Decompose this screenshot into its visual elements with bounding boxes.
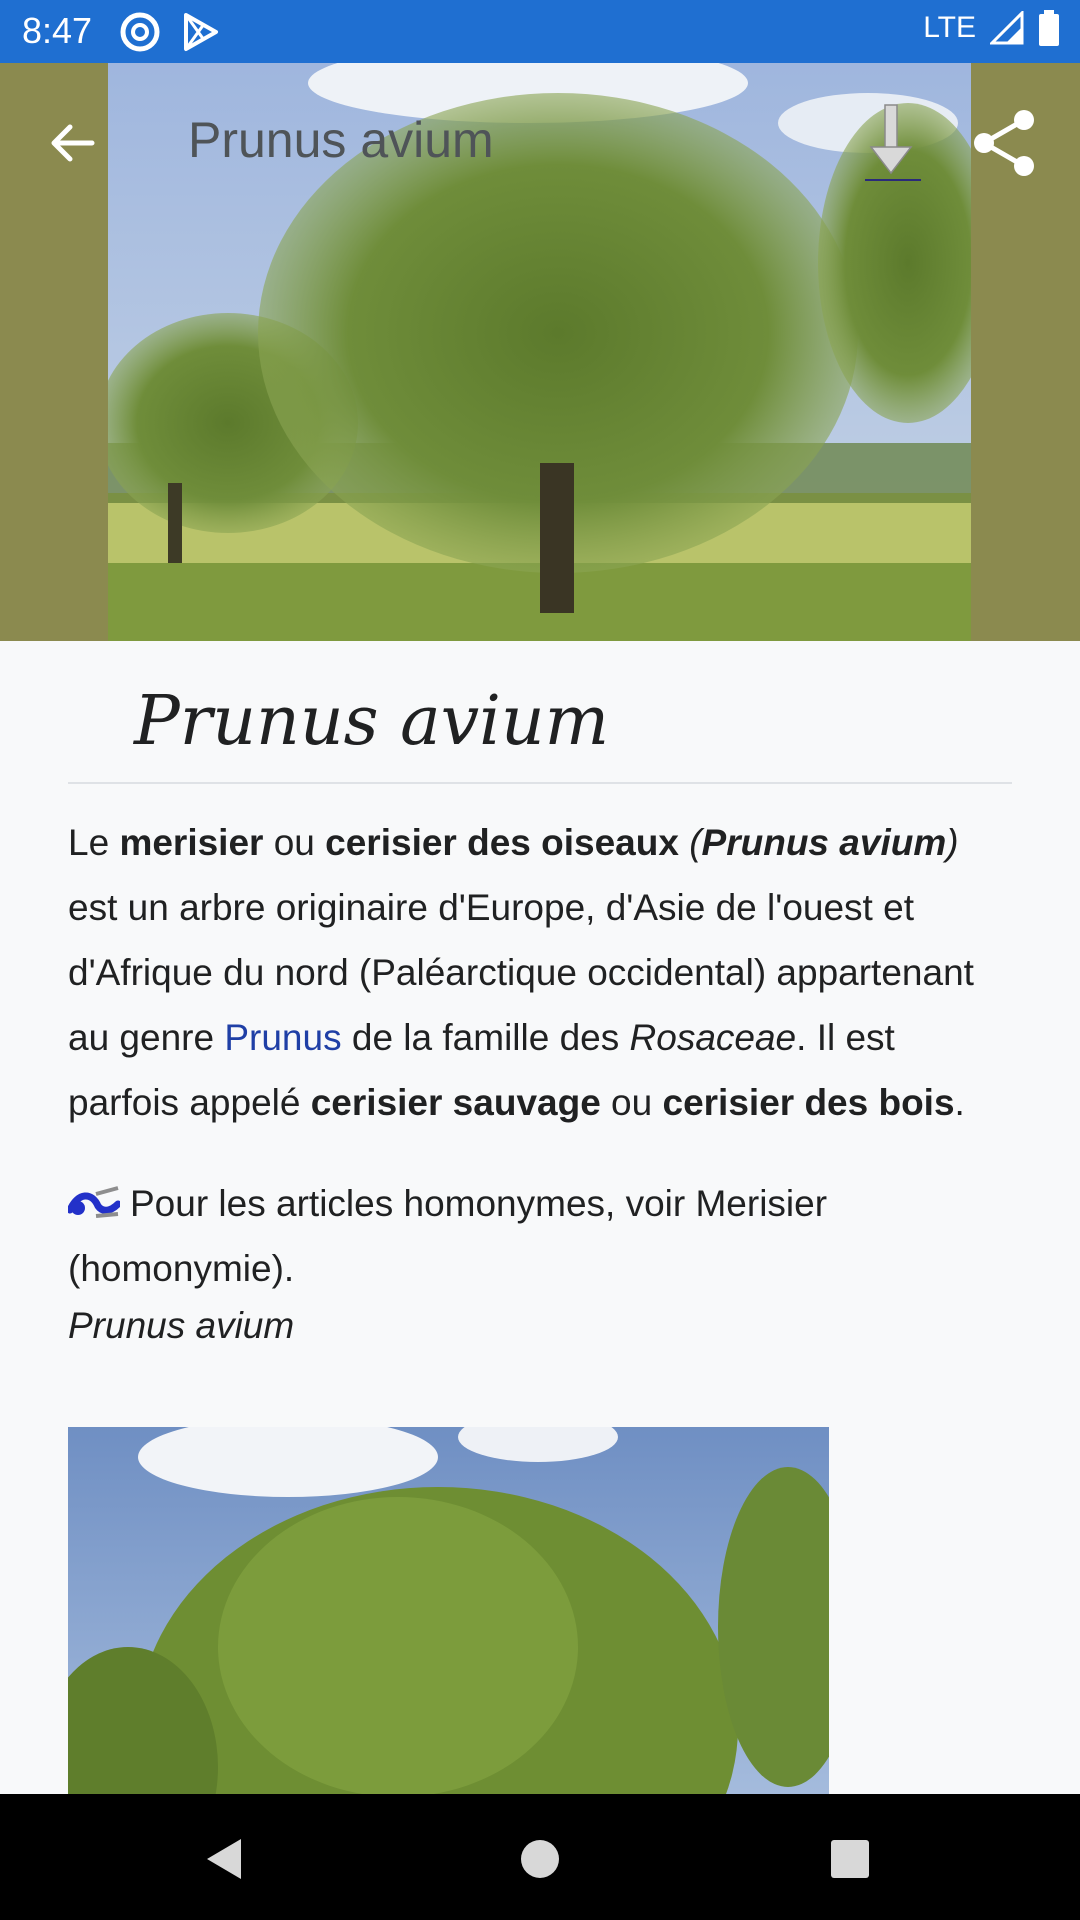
intro-text: de la famille des: [341, 1016, 630, 1058]
download-icon: [857, 103, 927, 183]
link-prunus[interactable]: Prunus: [224, 1016, 342, 1058]
intro-text: . Il est parfois appelé: [68, 1016, 895, 1123]
nav-recents-button[interactable]: [815, 1824, 885, 1894]
term-cerisier-des-oiseaux: cerisier des oiseaux: [325, 821, 679, 863]
title-divider: [68, 782, 1012, 784]
share-icon: [970, 108, 1040, 178]
signal-icon: [990, 11, 1024, 45]
system-nav-bar: [0, 1794, 1080, 1920]
intro-text: ): [946, 821, 959, 863]
nav-recents-icon: [829, 1838, 871, 1880]
back-button[interactable]: [32, 103, 112, 183]
back-arrow-icon: [46, 117, 98, 169]
intro-text: est un arbre originaire d'Europe, d'Asie de l'ouest et d'Afrique du nord (Paléarctique occidental) appartenant au genre: [68, 886, 974, 1058]
network-type: LTE: [923, 11, 976, 44]
intro-text: ou: [263, 821, 326, 863]
term-rosaceae: Rosaceae: [629, 1016, 797, 1058]
play-store-icon: [178, 10, 222, 54]
term-cerisier-sauvage: cerisier sauvage: [310, 1081, 601, 1123]
article-title: Prunus avium: [134, 682, 610, 761]
disambiguation-icon: [68, 1182, 120, 1222]
nav-home-icon: [518, 1837, 562, 1881]
infobox-caption: Prunus avium: [68, 1304, 295, 1346]
term-merisier: merisier: [119, 821, 264, 863]
header-title: Prunus avium: [188, 112, 494, 168]
intro-text: Le: [68, 821, 120, 863]
article-body: [68, 641, 1012, 1347]
infobox-image[interactable]: [68, 1427, 829, 1827]
term-cerisier-des-bois: cerisier des bois: [662, 1081, 955, 1123]
intro-text: (: [678, 821, 702, 863]
status-bar: [0, 0, 1080, 63]
intro-text: ou: [600, 1081, 663, 1123]
status-time: 8:47: [22, 10, 93, 51]
intro-text: .: [954, 1081, 965, 1123]
nav-back-button[interactable]: [190, 1824, 260, 1894]
nav-back-icon: [201, 1835, 249, 1883]
term-scientific-name: Prunus avium: [701, 821, 947, 863]
share-button[interactable]: [965, 103, 1045, 183]
at-sign-icon: [118, 10, 162, 54]
nav-home-button[interactable]: [505, 1824, 575, 1894]
lead-image-header: [0, 63, 1080, 641]
battery-icon: [1038, 10, 1060, 46]
intro-paragraph: [68, 810, 1012, 1135]
download-button[interactable]: [852, 103, 932, 183]
homonym-note-text: Pour les articles homonymes, voir Merisier (homonymie).: [68, 1182, 828, 1289]
homonym-note[interactable]: [68, 1171, 1012, 1301]
